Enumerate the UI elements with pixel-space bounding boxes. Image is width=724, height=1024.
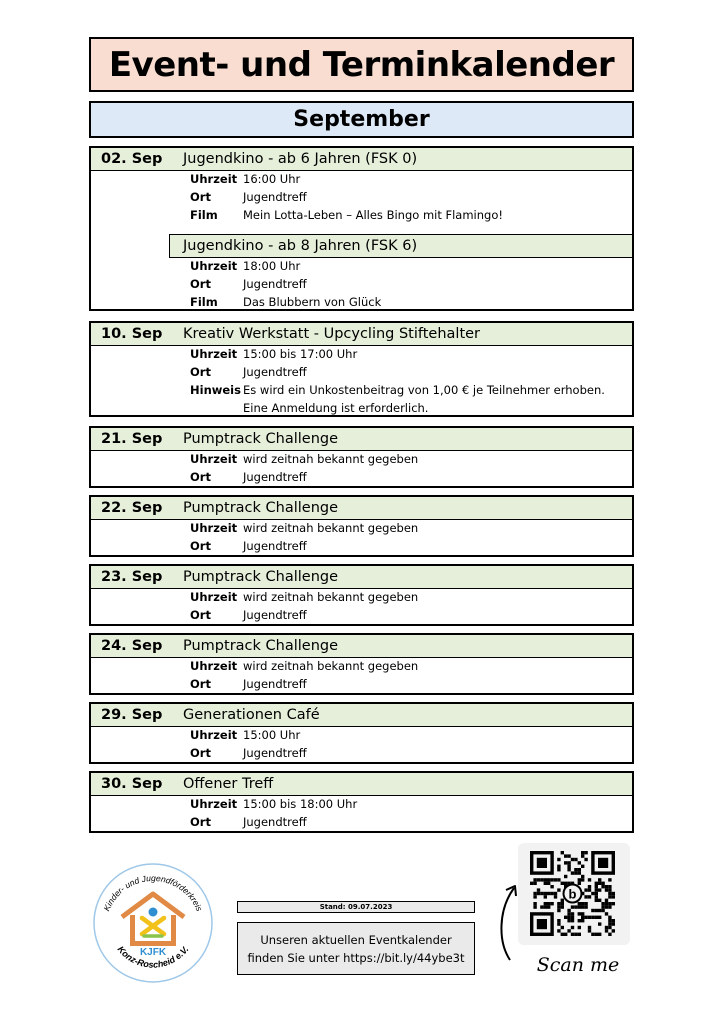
svg-text:b: b [568, 886, 577, 902]
row-value: Mein Lotta-Leben – Alles Bingo mit Flamingo! [243, 208, 503, 222]
event-title: Pumptrack Challenge [183, 638, 339, 654]
row-label: Uhrzeit [190, 590, 238, 604]
event-header [91, 323, 632, 346]
event-subtitle: Jugendkino - ab 8 Jahren (FSK 6) [183, 238, 418, 254]
event-header [91, 704, 632, 727]
event-header [91, 428, 632, 451]
row-value: Jugendtreff [243, 608, 307, 622]
event-title: Generationen Café [183, 707, 320, 723]
row-value: 16:00 Uhr [243, 172, 301, 186]
event-title: Jugendkino - ab 6 Jahren (FSK 0) [183, 151, 418, 167]
event-header [91, 566, 632, 589]
row-label: Film [190, 295, 218, 309]
month-heading: September [89, 101, 634, 138]
event-date: 29. Sep [101, 707, 163, 723]
info-line: Unseren aktuellen Eventkalender [260, 933, 452, 947]
page-title: Event- und Terminkalender [89, 37, 634, 92]
event-card [89, 771, 634, 833]
row-value: Jugendtreff [243, 746, 307, 760]
event-subheader [169, 234, 632, 258]
event-date: 30. Sep [101, 776, 163, 792]
row-label: Ort [190, 815, 211, 829]
event-title: Offener Treff [183, 776, 274, 792]
event-title: Pumptrack Challenge [183, 569, 339, 585]
event-card [89, 633, 634, 695]
row-value: Jugendtreff [243, 815, 307, 829]
row-value: 18:00 Uhr [243, 259, 301, 273]
logo-text-bottom: Konz-Roscheid e.V. [115, 944, 191, 970]
stand-date: Stand: 09.07.2023 [237, 901, 475, 913]
row-label: Ort [190, 190, 211, 204]
event-title: Pumptrack Challenge [183, 431, 339, 447]
event-date: 22. Sep [101, 500, 163, 516]
scan-me-label: Scan me [536, 954, 620, 976]
logo-abbr: KJFK [139, 947, 167, 958]
row-value: wird zeitnah bekannt gegeben [243, 521, 419, 535]
kjfk-logo [92, 862, 214, 984]
event-header [91, 497, 632, 520]
row-label: Ort [190, 608, 211, 622]
row-label: Ort [190, 539, 211, 553]
kjfk-logo-icon [92, 862, 214, 984]
row-label: Hinweis [190, 383, 241, 397]
row-value: Jugendtreff [243, 470, 307, 484]
row-label: Uhrzeit [190, 797, 238, 811]
row-value: wird zeitnah bekannt gegeben [243, 659, 419, 673]
row-value: 15:00 bis 17:00 Uhr [243, 347, 358, 361]
info-box [237, 922, 475, 975]
row-label: Uhrzeit [190, 172, 238, 186]
row-label: Uhrzeit [190, 259, 238, 273]
event-header [91, 773, 632, 796]
event-title: Kreativ Werkstatt - Upcycling Stiftehalter [183, 326, 481, 342]
row-label: Film [190, 208, 218, 222]
event-date: 21. Sep [101, 431, 163, 447]
row-label: Ort [190, 470, 211, 484]
event-header [91, 635, 632, 658]
row-label: Uhrzeit [190, 521, 238, 535]
row-value: Eine Anmeldung ist erforderlich. [243, 401, 429, 415]
row-value: wird zeitnah bekannt gegeben [243, 452, 419, 466]
row-label: Ort [190, 677, 211, 691]
event-card [89, 146, 634, 311]
row-value: Jugendtreff [243, 539, 307, 553]
row-value: Jugendtreff [243, 677, 307, 691]
event-card [89, 564, 634, 626]
event-card [89, 321, 634, 417]
qr-code-icon [518, 843, 630, 945]
row-label: Uhrzeit [190, 659, 238, 673]
row-value: wird zeitnah bekannt gegeben [243, 590, 419, 604]
row-value: Jugendtreff [243, 365, 307, 379]
event-title: Pumptrack Challenge [183, 500, 339, 516]
row-label: Uhrzeit [190, 728, 238, 742]
event-date: 24. Sep [101, 638, 163, 654]
row-value: Das Blubbern von Glück [243, 295, 382, 309]
qr-code[interactable] [518, 843, 630, 945]
event-date: 02. Sep [101, 151, 163, 167]
row-label: Uhrzeit [190, 452, 238, 466]
row-label: Ort [190, 746, 211, 760]
event-date: 23. Sep [101, 569, 163, 585]
row-value: 15:00 bis 18:00 Uhr [243, 797, 358, 811]
row-value: Jugendtreff [243, 190, 307, 204]
info-link[interactable]: finden Sie unter https://bit.ly/44ybe3t [247, 951, 465, 965]
row-label: Ort [190, 277, 211, 291]
event-card [89, 495, 634, 557]
logo-text-top: Kinder- und Jugendförderkreis [101, 872, 205, 913]
event-header [91, 148, 632, 171]
row-value: Jugendtreff [243, 277, 307, 291]
event-card [89, 426, 634, 488]
row-label: Uhrzeit [190, 347, 238, 361]
row-label: Ort [190, 365, 211, 379]
event-card [89, 702, 634, 764]
row-value: Es wird ein Unkostenbeitrag von 1,00 € je Teilnehmer erhoben. [243, 383, 605, 397]
row-value: 15:00 Uhr [243, 728, 301, 742]
event-date: 10. Sep [101, 326, 163, 342]
